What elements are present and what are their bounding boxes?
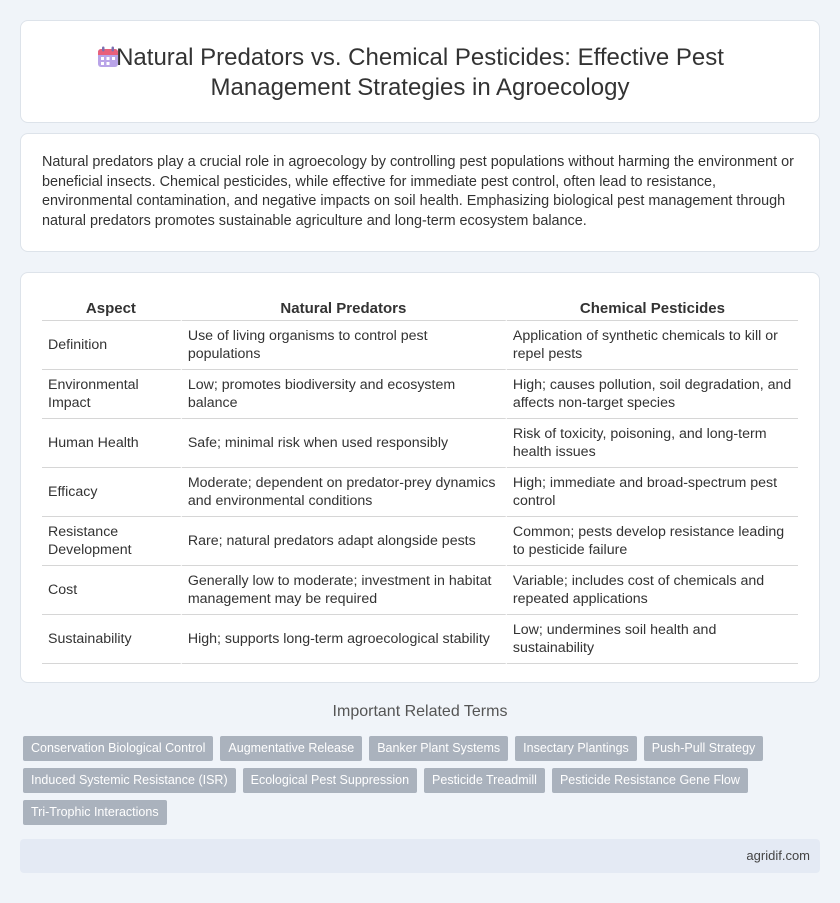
table-row (42, 321, 798, 370)
related-term-tag[interactable]: Induced Systemic Resistance (ISR) (23, 768, 236, 793)
natural-predators-cell: Safe; minimal risk when used responsibly (182, 419, 507, 468)
aspect-cell: Environmental Impact (42, 370, 182, 419)
related-terms-heading: Important Related Terms (332, 703, 508, 720)
footer (20, 839, 820, 873)
natural-predators-cell: Rare; natural predators adapt alongside pests (182, 517, 507, 566)
related-terms-list (23, 736, 803, 825)
table-row (42, 517, 798, 566)
aspect-cell: Definition (42, 321, 182, 370)
related-term-tag[interactable]: Tri-Trophic Interactions (23, 800, 167, 825)
table-row (42, 566, 798, 615)
natural-predators-cell: High; supports long-term agroecological stability (182, 615, 507, 664)
table-header-row (42, 295, 798, 321)
natural-predators-cell: Moderate; dependent on predator-prey dynamics and environmental conditions (182, 468, 507, 517)
header-aspect: Aspect (42, 295, 182, 321)
chemical-pesticides-cell: High; causes pollution, soil degradation, and affects non-target species (507, 370, 798, 419)
table-row (42, 419, 798, 468)
chemical-pesticides-cell: Risk of toxicity, poisoning, and long-term health issues (507, 419, 798, 468)
related-term-tag[interactable]: Pesticide Resistance Gene Flow (552, 768, 748, 793)
related-term-tag[interactable]: Conservation Biological Control (23, 736, 213, 761)
chemical-pesticides-cell: Application of synthetic chemicals to kill or repel pests (507, 321, 798, 370)
footer-site-link[interactable]: agridif.com (746, 848, 810, 863)
table-row (42, 468, 798, 517)
chemical-pesticides-cell: High; immediate and broad-spectrum pest control (507, 468, 798, 517)
title-card (20, 20, 820, 123)
related-term-tag[interactable]: Augmentative Release (220, 736, 362, 761)
chemical-pesticides-cell: Variable; includes cost of chemicals and repeated applications (507, 566, 798, 615)
comparison-table (42, 295, 798, 664)
intro-card (20, 133, 820, 252)
related-term-tag[interactable]: Banker Plant Systems (369, 736, 508, 761)
table-row (42, 615, 798, 664)
header-chemical-pesticides: Chemical Pesticides (507, 295, 798, 321)
related-term-tag[interactable]: Ecological Pest Suppression (243, 768, 417, 793)
table-row (42, 370, 798, 419)
related-term-tag[interactable]: Insectary Plantings (515, 736, 637, 761)
page-title: Natural Predators vs. Chemical Pesticides: Effective Pest Management Strategies in Agroecology (116, 44, 724, 101)
natural-predators-cell: Generally low to moderate; investment in habitat management may be required (182, 566, 507, 615)
chemical-pesticides-cell: Common; pests develop resistance leading to pesticide failure (507, 517, 798, 566)
chemical-pesticides-cell: Low; undermines soil health and sustainability (507, 615, 798, 664)
intro-paragraph: Natural predators play a crucial role in agroecology by controlling pest populations without harming the environment or beneficial insects. Chemical pesticides, while effective for immediate pest control, often lead to resistance, environmental contamination, and negative impacts on soil health. Emphasizing biological pest management through natural predators promotes sustainable agriculture and long-term ecosystem balance. (42, 154, 794, 229)
aspect-cell: Resistance Development (42, 517, 182, 566)
header-natural-predators: Natural Predators (182, 295, 507, 321)
aspect-cell: Efficacy (42, 468, 182, 517)
natural-predators-cell: Use of living organisms to control pest populations (182, 321, 507, 370)
related-term-tag[interactable]: Pesticide Treadmill (424, 768, 545, 793)
aspect-cell: Sustainability (42, 615, 182, 664)
natural-predators-cell: Low; promotes biodiversity and ecosystem balance (182, 370, 507, 419)
aspect-cell: Human Health (42, 419, 182, 468)
related-term-tag[interactable]: Push-Pull Strategy (644, 736, 764, 761)
comparison-card (20, 272, 820, 683)
aspect-cell: Cost (42, 566, 182, 615)
